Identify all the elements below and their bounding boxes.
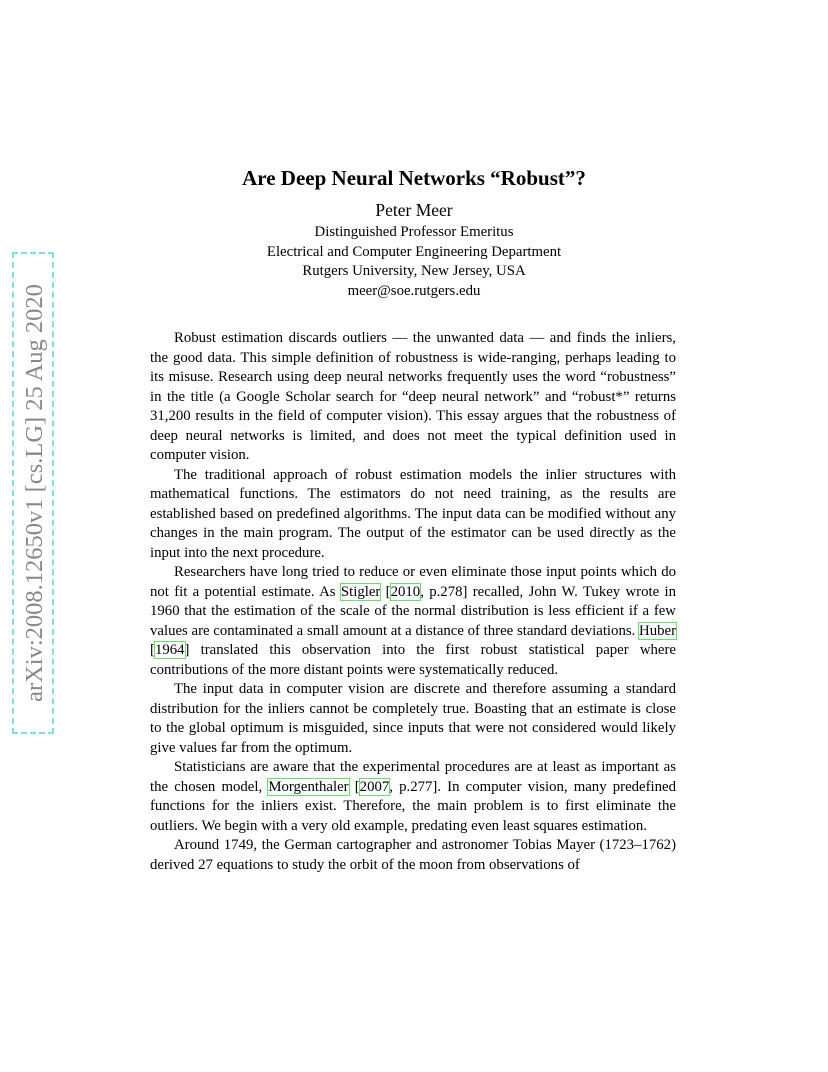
citation-link-huber-year[interactable]: 1964 (154, 642, 185, 658)
paper-title: Are Deep Neural Networks “Robust”? (242, 166, 586, 190)
author-name: Peter Meer (375, 200, 453, 220)
author-email: meer@soe.rutgers.edu (347, 283, 481, 299)
text-run: [ (380, 583, 391, 600)
author-university: Rutgers University, New Jersey, USA (302, 263, 526, 279)
paragraph-2: The traditional approach of robust estimation models the inlier structures with mathematical functions. The estimators do not need training, as the results are established based on predefined algorithms. The input data can be modified without any changes in the main program. The output of the estimator can be used directly as the input into the next procedure. (150, 466, 676, 561)
citation-link-stigler[interactable]: Stigler (340, 583, 381, 600)
arxiv-identifier: arXiv:2008.12650v1 [cs.LG] 25 Aug 2020 (21, 284, 48, 702)
citation-link-stigler-year[interactable]: 2010 (390, 583, 421, 600)
text-run: , p.278] recalled, John W. Tukey wrote in 1960 that the estimation of the scale of the normal distribution is less efficient if a few values are contaminated a small amount at a distance of three standard deviations. (150, 583, 676, 639)
paragraph-5 (150, 758, 676, 836)
author-position: Distinguished Professor Emeritus (314, 224, 514, 240)
text-run: Researchers have long tried to reduce or even eliminate those input points which do not fit a potential estimate. As (150, 564, 676, 600)
text-run: [ (150, 642, 155, 658)
paragraph-4: The input data in computer vision are discrete and therefore assuming a standard distribution for the inliers cannot be completely true. Boasting that an estimate is close to the global optimum is misguided, since inputs that were not considered would likely give values far from the optimum. (150, 681, 676, 756)
text-run: , p.277]. In computer vision, many predefined functions for the inliers exist. Therefore, the main problem is to first eliminate the outliers. We begin with a very old example, predating even least squares estimation. (150, 778, 677, 834)
paper-body (150, 329, 676, 875)
text-run: [ (348, 778, 360, 795)
text-run: Statisticians are aware that the experimental procedures are at least as important as the chosen model, (150, 759, 676, 795)
citation-link-morgenthaler-year[interactable]: 2007 (359, 778, 390, 795)
citation-link-morgenthaler[interactable]: Morgenthaler (268, 778, 349, 795)
paragraph-1: Robust estimation discards outliers — the unwanted data — and finds the inliers, the good data. This simple definition of robustness is wide-ranging, perhaps leading to its misuse. Research using deep neural networks frequently uses the word “robustness” in the title (a Google Scholar search for “deep neural network” and “robust*” returns 31,200 results in the field of computer vision). This essay argues that the robustness of deep neural networks is limited, and does not meet the typical definition used in computer vision. (150, 330, 676, 463)
paragraph-6: Around 1749, the German cartographer and astronomer Tobias Mayer (1723–1762) derived 27 equations to study the orbit of the moon from observations of (150, 837, 676, 873)
paragraph-3 (150, 563, 676, 680)
author-department: Electrical and Computer Engineering Department (266, 244, 562, 260)
citation-link-huber[interactable]: Huber (639, 622, 676, 639)
text-run: ] translated this observation into the first robust statistical paper where contributions of the more distant points were systematically reduced. (150, 642, 676, 678)
